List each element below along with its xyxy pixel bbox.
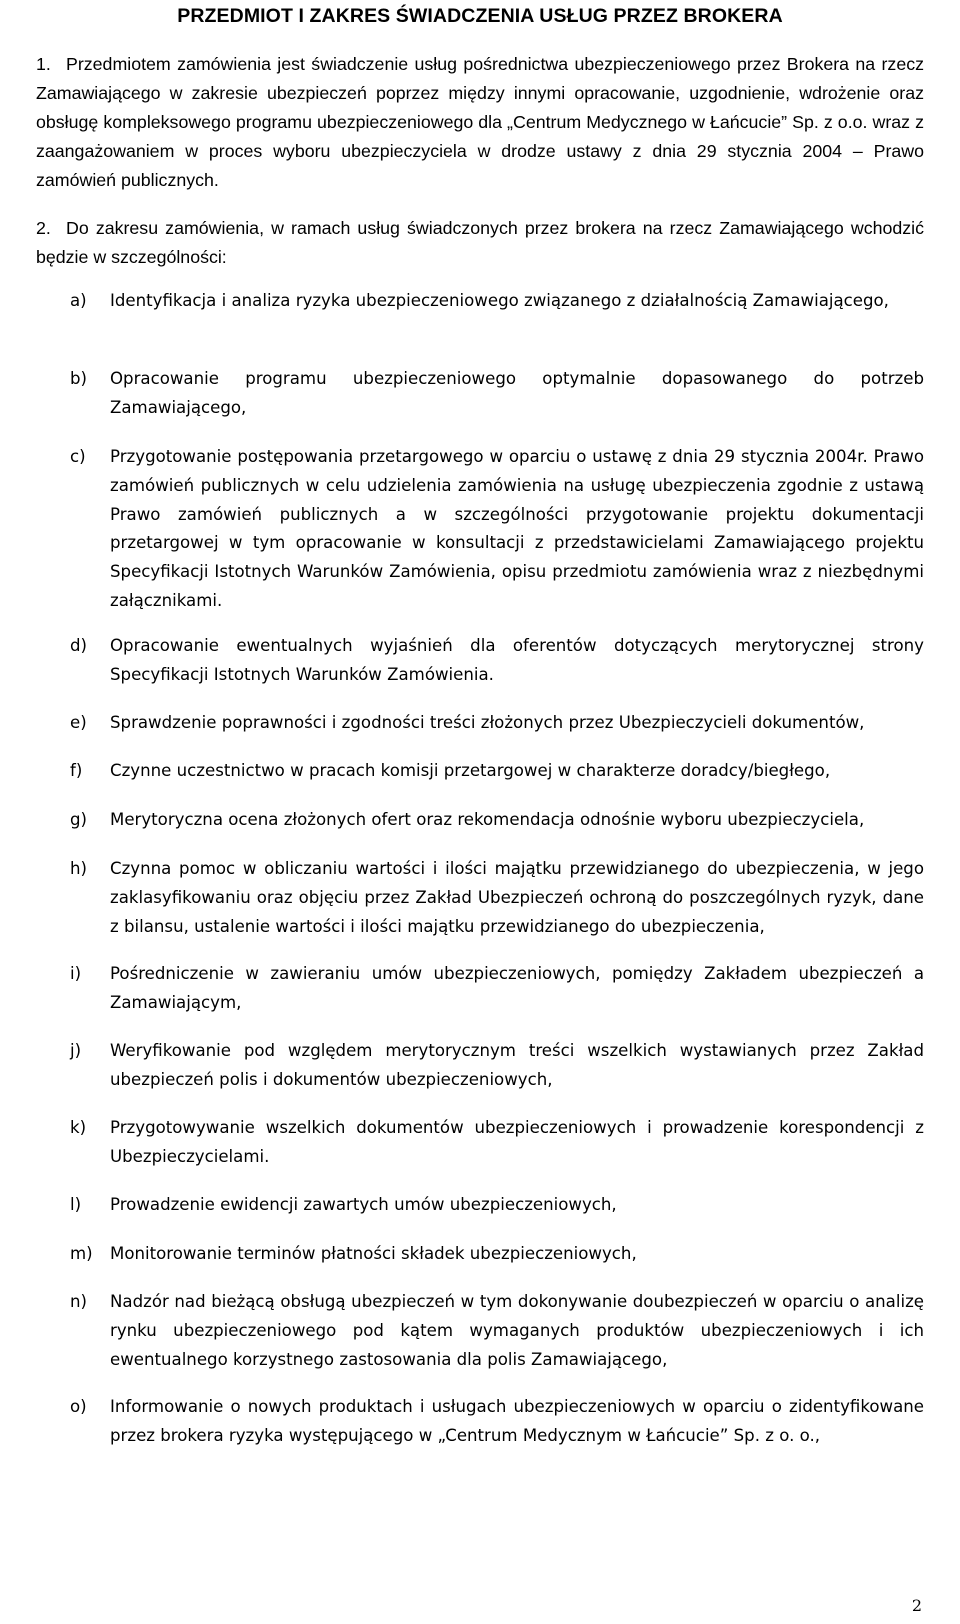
list-item-label: j) (70, 1041, 82, 1060)
list-item-text: Przygotowanie postępowania przetargowego w oparciu o ustawę z dnia 29 stycznia 2004r. Prawo zamówień publicznych w celu udzielenia zamówienia na usługę ubezpieczenia zgodnie z ustawą Prawo zamówień publicznych a w szczególności przygotowanie projektu dokumentacji przetargowej w tym opracowanie w konsultacji z przedstawicielami Zamawiającego projektu Specyfikacji Istotnych Warunków Zamówienia, opisu przedmiotu zamówienia wraz z niezbędnymi załącznikami. (110, 447, 924, 610)
list-item-g (70, 806, 924, 835)
list-item-label: b) (70, 369, 88, 388)
list-item-text: Merytoryczna ocena złożonych ofert oraz rekomendacja odnośnie wyboru ubezpieczyciela, (110, 810, 865, 829)
list-item-label: n) (70, 1292, 87, 1311)
list-item-text: Czynne uczestnictwo w pracach komisji przetargowej w charakterze doradcy/biegłego, (110, 761, 831, 780)
list-item-label: d) (70, 636, 88, 655)
list-item-i (70, 960, 924, 1018)
document-title: PRZEDMIOT I ZAKRES ŚWIADCZENIA USŁUG PRZEZ BROKERA (177, 5, 783, 27)
list-item-e (70, 709, 924, 738)
list-item-text: Weryfikowanie pod względem merytorycznym treści wszelkich wystawianych przez Zakład ubezpieczeń polis i dokumentów ubezpieczeniowych, (110, 1041, 924, 1089)
list-item-text: Przygotowywanie wszelkich dokumentów ubezpieczeniowych i prowadzenie korespondencji z Ubezpieczycielami. (110, 1118, 924, 1166)
list-item-label: k) (70, 1118, 87, 1137)
list-item-j (70, 1037, 924, 1095)
list-item-text: Opracowanie ewentualnych wyjaśnień dla oferentów dotyczących merytorycznej strony Specyfikacji Istotnych Warunków Zamówienia. (110, 636, 924, 684)
list-item-label: m) (70, 1244, 93, 1263)
list-item-h (70, 855, 924, 941)
list-item-n (70, 1288, 924, 1374)
list-item-text: Monitorowanie terminów płatności składek ubezpieczeniowych, (110, 1244, 637, 1263)
list-item-label: c) (70, 447, 86, 466)
list-item-text: Informowanie o nowych produktach i usługach ubezpieczeniowych w oparciu o zidentyfikowane przez brokera ryzyka występującego w „Centrum Medycznym w Łańcucie” Sp. z o. o., (110, 1397, 924, 1445)
list-item-text: Czynna pomoc w obliczaniu wartości i ilości majątku przewidzianego do ubezpieczenia, w jego zaklasyfikowaniu oraz objęciu przez Zakład Ubezpieczeń ochroną do poszczególnych ryzyk, dane z bilansu, ustalenie wartości i ilości majątku przewidzianego do ubezpieczenia, (110, 859, 924, 936)
paragraph-2 (36, 214, 924, 272)
page-number: 2 (911, 1596, 922, 1615)
list-item-label: o) (70, 1397, 87, 1416)
list-item-b (70, 365, 924, 423)
list-item-f (70, 757, 924, 786)
list-item-text: Prowadzenie ewidencji zawartych umów ubezpieczeniowych, (110, 1195, 617, 1214)
list-item-d (70, 632, 924, 690)
list-item-label: a) (70, 291, 87, 310)
list-item-c (70, 443, 924, 616)
paragraph-1-number: 1. (36, 54, 51, 74)
list-item-label: l) (70, 1195, 82, 1214)
list-item-label: h) (70, 859, 87, 878)
list-item-text: Pośredniczenie w zawieraniu umów ubezpieczeniowych, pomiędzy Zakładem ubezpieczeń a Zamawiającym, (110, 964, 924, 1012)
paragraph-1-text: Przedmiotem zamówienia jest świadczenie usług pośrednictwa ubezpieczeniowego przez Brokera na rzecz Zamawiającego w zakresie ubezpieczeń poprzez między innymi opracowanie, uzgodnienie, wdrożenie oraz obsługę kompleksowego programu ubezpieczeniowego dla „Centrum Medycznego w Łańcucie” Sp. z o.o. wraz z zaangażowaniem w proces wyboru ubezpieczyciela w drodze ustawy z dnia 29 stycznia 2004 – Prawo zamówień publicznych. (36, 54, 924, 190)
list-item-text: Nadzór nad bieżącą obsługą ubezpieczeń w tym dokonywanie doubezpieczeń w oparciu o analizę rynku ubezpieczeniowego pod kątem wymaganych produktów ubezpieczeniowych i ich ewentualnego korzystnego zastosowania dla polis Zamawiającego, (110, 1292, 924, 1369)
list-item-k (70, 1114, 924, 1172)
paragraph-2-text: Do zakresu zamówienia, w ramach usług świadczonych przez brokera na rzecz Zamawiającego wchodzić będzie w szczególności: (36, 218, 924, 267)
list-item-label: f) (70, 761, 83, 780)
list-item-l (70, 1191, 924, 1220)
list-item-o (70, 1393, 924, 1451)
list-item-a (70, 287, 924, 316)
list-item-text: Opracowanie programu ubezpieczeniowego optymalnie dopasowanego do potrzeb Zamawiającego, (110, 369, 924, 417)
list-item-text: Sprawdzenie poprawności i zgodności treści złożonych przez Ubezpieczycieli dokumentów, (110, 713, 865, 732)
list-item-m (70, 1240, 924, 1269)
list-item-label: e) (70, 713, 87, 732)
list-item-text: Identyfikacja i analiza ryzyka ubezpieczeniowego związanego z działalnością Zamawiającego, (110, 291, 889, 310)
paragraph-1 (36, 50, 924, 195)
paragraph-2-number: 2. (36, 218, 51, 238)
list-item-label: g) (70, 810, 88, 829)
list-item-label: i) (70, 964, 82, 983)
